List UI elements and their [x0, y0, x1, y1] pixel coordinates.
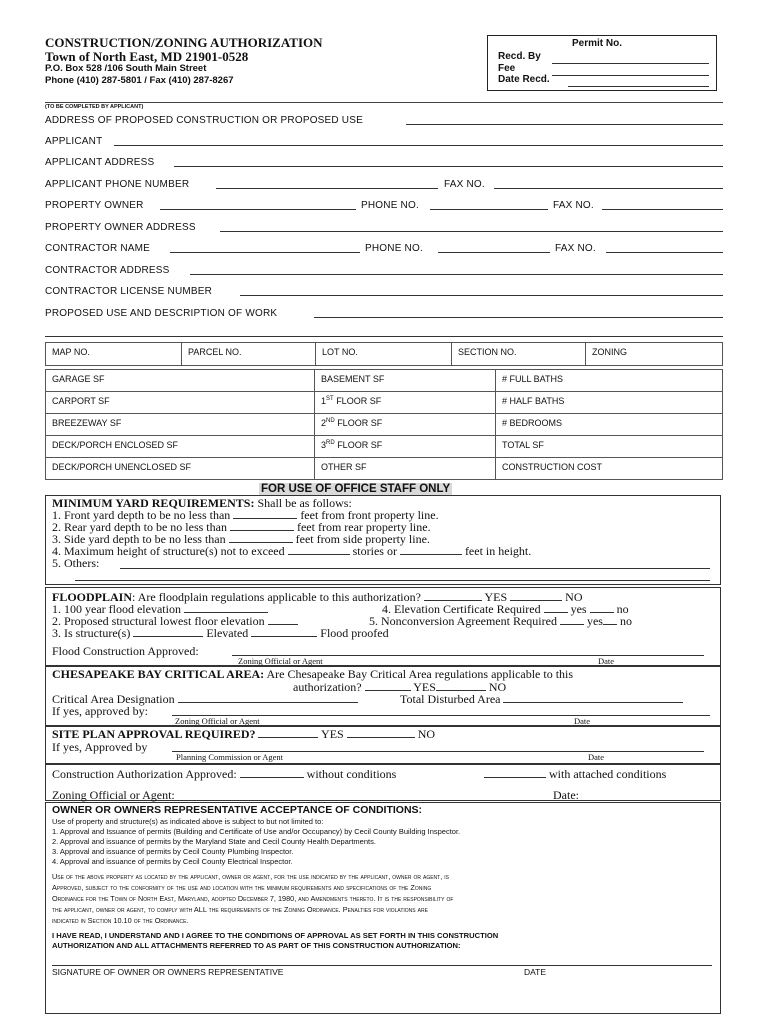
- yard-front-suffix: feet from front property line.: [300, 508, 439, 522]
- zoning-cell[interactable]: ZONING: [586, 343, 723, 366]
- owner-para-line1: Use of the above property as located by the applicant, owner or agent, for the use indicated by the applicant, owner or agent, is: [52, 872, 450, 881]
- applicant-fax-label: FAX NO.: [444, 179, 485, 190]
- elevated-label: Elevated: [206, 626, 249, 640]
- others-field[interactable]: [120, 568, 710, 569]
- cbca-approved-by-label: If yes, approved by:: [52, 704, 148, 718]
- map-table: [45, 342, 723, 366]
- lowest-floor-label: 2. Proposed structural lowest floor elevation: [52, 614, 265, 628]
- yard-rear-label: 2. Rear yard depth to be no less than: [52, 520, 227, 534]
- applicant-phone-label: APPLICANT PHONE NUMBER: [45, 179, 190, 190]
- applicant-label: APPLICANT: [45, 136, 103, 147]
- height-feet-field[interactable]: [400, 544, 462, 555]
- lot-no-cell[interactable]: LOT NO.: [316, 343, 452, 366]
- applicant-address-label: APPLICANT ADDRESS: [45, 157, 155, 168]
- total-sf-cell[interactable]: TOTAL SF: [496, 436, 723, 458]
- contractor-address-field[interactable]: [190, 274, 723, 275]
- owner-phone-label: PHONE NO.: [361, 200, 419, 211]
- proposed-use-field[interactable]: [314, 317, 723, 318]
- site-plan-title: SITE PLAN APPROVAL REQUIRED?: [52, 727, 256, 741]
- owner-phone-field[interactable]: [430, 209, 548, 210]
- without-conditions-label: without conditions: [306, 767, 397, 781]
- applicant-address-field[interactable]: [174, 166, 723, 167]
- yard-intro: Shall be as follows:: [254, 496, 352, 510]
- breezeway-sf-cell[interactable]: BREEZEWAY SF: [46, 414, 315, 436]
- flood-elevation-field[interactable]: [184, 602, 268, 613]
- owner-intro: Use of property and structure(s) as indicated above is subject to but not limited to:: [52, 817, 324, 826]
- with-conditions-label: with attached conditions: [549, 767, 667, 781]
- second-floor-sf-cell[interactable]: 2ND FLOOR SF: [315, 414, 496, 436]
- deck-unenclosed-sf-cell[interactable]: DECK/PORCH UNENCLOSED SF: [46, 458, 315, 480]
- permit-box: [487, 35, 717, 91]
- yard-rear-suffix: feet from rear property line.: [296, 520, 431, 534]
- owner-item-2: 2. Approval and issuance of permits by the Maryland State and Cecil County Health Departments.: [52, 837, 376, 846]
- applicant-field[interactable]: [114, 145, 723, 146]
- side-yard-field[interactable]: [229, 532, 293, 543]
- property-owner-field[interactable]: [160, 209, 356, 210]
- nonconversion-no-field[interactable]: [603, 614, 617, 625]
- yard-others-label: 5. Others:: [52, 556, 100, 570]
- elev-cert-yes: yes: [570, 602, 587, 616]
- date-recd-label: Date Recd.: [498, 74, 550, 85]
- total-disturbed-line: [400, 692, 683, 707]
- address-proposed-field[interactable]: [406, 124, 723, 125]
- elev-cert-yes-field[interactable]: [544, 602, 568, 613]
- flood-no-field[interactable]: [510, 590, 562, 601]
- flood-official-caption: Zoning Official or Agent: [238, 656, 323, 666]
- elev-cert-label: 4. Elevation Certificate Required: [382, 602, 541, 616]
- nonconversion-line: [369, 614, 632, 629]
- site-plan-date-caption: Date: [588, 752, 605, 762]
- form-title: CONSTRUCTION/ZONING AUTHORIZATION: [45, 35, 323, 50]
- owner-fax-label: FAX NO.: [553, 200, 594, 211]
- owner-para-line4: the applicant, owner or agent, to comply with ALL the requirements of the Zoning Ordinance. Penalties for violations are: [52, 905, 428, 914]
- total-disturbed-field[interactable]: [503, 692, 683, 703]
- ordinal-suffix: ND: [326, 418, 335, 424]
- critical-designation-field[interactable]: [178, 692, 358, 703]
- carport-sf-cell[interactable]: CARPORT SF: [46, 392, 315, 414]
- first-floor-sf-cell[interactable]: [315, 392, 496, 414]
- without-conditions-field[interactable]: [240, 767, 304, 778]
- site-plan-yes: YES: [321, 727, 344, 741]
- elevated-field[interactable]: [133, 626, 203, 637]
- total-disturbed-label: Total Disturbed Area: [400, 692, 501, 706]
- phone-fax: Phone (410) 287-5801 / Fax (410) 287-8267: [45, 75, 234, 86]
- recd-by-field[interactable]: [552, 63, 709, 64]
- garage-sf-cell[interactable]: GARAGE SF: [46, 370, 315, 392]
- nonconversion-no: no: [619, 614, 632, 628]
- nonconversion-yes-field[interactable]: [560, 614, 584, 625]
- site-plan-yes-field[interactable]: [258, 727, 318, 738]
- basement-sf-cell[interactable]: BASEMENT SF: [315, 370, 496, 392]
- agreement-line1: I HAVE READ, I UNDERSTAND AND I AGREE TO THE CONDITIONS OF APPROVAL AS SET FORTH IN THIS CONSTRUCTION: [52, 931, 499, 940]
- owner-para-line5: indicated in Section 10.10 of the Ordinance.: [52, 916, 189, 925]
- contractor-fax-label: FAX NO.: [555, 243, 596, 254]
- cbca-title: CHESAPEAKE BAY CRITICAL AREA:: [52, 667, 265, 681]
- cbca-official-caption: Zoning Official or Agent: [175, 716, 260, 726]
- first-floor-label: 1ST FLOOR SF: [321, 396, 382, 406]
- property-owner-address-label: PROPERTY OWNER ADDRESS: [45, 222, 196, 233]
- proposed-use-field-line2[interactable]: [45, 336, 723, 337]
- construction-approved-line: [52, 767, 396, 782]
- cbca-yes-field[interactable]: [365, 680, 411, 691]
- recd-by-label: Recd. By: [498, 51, 541, 62]
- yard-title: MINIMUM YARD REQUIREMENTS:: [52, 496, 255, 510]
- owner-para-line3: Ordinance for the Town of North East, Maryland, adopted December 7, 1980, and Amendments thereto. It is the responsibility of: [52, 894, 454, 903]
- other-sf-cell[interactable]: OTHER SF: [315, 458, 496, 480]
- address-proposed-label: ADDRESS OF PROPOSED CONSTRUCTION OR PROPOSED USE: [45, 115, 363, 126]
- third-floor-sf-cell[interactable]: 3RD FLOOR SF: [315, 436, 496, 458]
- contractor-phone-field[interactable]: [438, 252, 550, 253]
- owner-heading: OWNER OR OWNERS REPRESENTATIVE ACCEPTANCE OF CONDITIONS:: [52, 804, 423, 816]
- stories-field[interactable]: [288, 544, 350, 555]
- yard-side-label: 3. Side yard depth to be no less than: [52, 532, 226, 546]
- town-name: Town of North East, MD 21901-0528: [45, 49, 249, 64]
- contractor-name-label: CONTRACTOR NAME: [45, 243, 151, 254]
- flood-question: : Are floodplain regulations applicable to this authorization?: [132, 590, 421, 604]
- parcel-no-cell[interactable]: PARCEL NO.: [182, 343, 316, 366]
- divider: [45, 102, 723, 103]
- yard-height-label: 4. Maximum height of structure(s) not to exceed: [52, 544, 285, 558]
- owner-item-4: 4. Approval and issuance of permits by Cecil County Electrical Inspector.: [52, 857, 293, 866]
- yard-side-suffix: feet from side property line.: [295, 532, 430, 546]
- structure-line: [52, 626, 389, 641]
- feet-in-height: feet in height.: [464, 544, 532, 558]
- half-baths-cell[interactable]: # HALF BATHS: [496, 392, 723, 414]
- others-field-line2[interactable]: [75, 580, 710, 581]
- contractor-license-field[interactable]: [240, 295, 723, 296]
- nonconversion-yes: yes: [586, 614, 603, 628]
- yard-height-line: [52, 544, 531, 559]
- elev-cert-no: no: [616, 602, 629, 616]
- bedrooms-cell[interactable]: # BEDROOMS: [496, 414, 723, 436]
- owner-item-1: 1. Approval and Issuance of permits (Building and Certificate of Use and/or Occupancy) by Cecil County Building Inspector.: [52, 827, 461, 836]
- date-recd-field[interactable]: [568, 86, 709, 87]
- critical-designation-label: Critical Area Designation: [52, 692, 175, 706]
- property-owner-label: PROPERTY OWNER: [45, 200, 144, 211]
- front-yard-field[interactable]: [233, 508, 297, 519]
- sf-table: [45, 369, 723, 480]
- applicant-fax-field[interactable]: [494, 188, 723, 189]
- elev-cert-no-field[interactable]: [590, 602, 614, 613]
- cbca-no-field[interactable]: [436, 680, 486, 691]
- planning-commission-caption: Planning Commission or Agent: [176, 752, 283, 762]
- signature-date-caption: DATE: [524, 967, 547, 977]
- contractor-fax-field[interactable]: [606, 252, 723, 253]
- applicant-note: (TO BE COMPLETED BY APPLICANT): [45, 104, 144, 110]
- owner-para-line2: Approved, subject to the conformity of the use and location with the minimum requirements and specifications of the Zoning: [52, 883, 432, 892]
- fee-label: Fee: [498, 63, 516, 74]
- cbca-no: NO: [488, 680, 507, 694]
- rear-yard-field[interactable]: [230, 520, 294, 531]
- official-agent-sign-label: Zoning Official or Agent:: [52, 788, 175, 802]
- full-baths-cell[interactable]: # FULL BATHS: [496, 370, 723, 392]
- owner-fax-field[interactable]: [602, 209, 723, 210]
- flood-title: FLOODPLAIN: [52, 590, 133, 604]
- official-date-label: Date:: [553, 788, 579, 802]
- office-staff-heading: FOR USE OF OFFICE STAFF ONLY: [261, 483, 451, 495]
- flood-proofed-field[interactable]: [251, 626, 317, 637]
- fee-field[interactable]: [552, 75, 709, 76]
- nonconversion-label: 5. Nonconversion Agreement Required: [369, 614, 557, 628]
- deck-enclosed-sf-cell[interactable]: DECK/PORCH ENCLOSED SF: [46, 436, 315, 458]
- with-conditions-field[interactable]: [484, 767, 546, 778]
- map-no-cell[interactable]: MAP NO.: [46, 343, 182, 366]
- construction-approved-label: Construction Authorization Approved:: [52, 767, 237, 781]
- construction-cost-cell[interactable]: CONSTRUCTION COST: [496, 458, 723, 480]
- ordinal-suffix: RD: [326, 440, 335, 446]
- agreement-line2: AUTHORIZATION AND ALL ATTACHMENTS REFERRED TO AS PART OF THIS CONSTRUCTION AUTHORIZATION:: [52, 941, 461, 950]
- site-plan-no-field[interactable]: [347, 727, 415, 738]
- applicant-phone-field[interactable]: [216, 188, 438, 189]
- flood-yes-field[interactable]: [424, 590, 482, 601]
- signature-caption: SIGNATURE OF OWNER OR OWNERS REPRESENTATIVE: [52, 967, 284, 977]
- cbca-date-caption: Date: [574, 716, 591, 726]
- signature-field[interactable]: [52, 965, 712, 966]
- structure-label: 3. Is structure(s): [52, 626, 131, 640]
- section-no-cell[interactable]: SECTION NO.: [452, 343, 586, 366]
- flood-no: NO: [565, 590, 583, 604]
- cbca-yes: YES: [413, 680, 436, 694]
- flood-approved-label: Flood Construction Approved:: [52, 644, 199, 658]
- site-plan-approved-by-label: If yes, Approved by: [52, 740, 148, 754]
- lowest-floor-field[interactable]: [268, 614, 298, 625]
- flood-date-caption: Date: [598, 656, 615, 666]
- contractor-address-label: CONTRACTOR ADDRESS: [45, 265, 170, 276]
- flood-yes: YES: [484, 590, 508, 604]
- site-plan-no: NO: [417, 727, 436, 741]
- flood-proofed-label: Flood proofed: [320, 626, 389, 640]
- cbca-authorization: authorization?: [293, 680, 362, 694]
- stories-or: stories or: [352, 544, 397, 558]
- ordinal-suffix: ST: [326, 396, 334, 402]
- flood-elevation-label: 1. 100 year flood elevation: [52, 602, 181, 616]
- contractor-name-field[interactable]: [170, 252, 360, 253]
- property-owner-address-field[interactable]: [220, 231, 723, 232]
- contractor-phone-label: PHONE NO.: [365, 243, 423, 254]
- contractor-license-label: CONTRACTOR LICENSE NUMBER: [45, 286, 213, 297]
- proposed-use-label: PROPOSED USE AND DESCRIPTION OF WORK: [45, 308, 278, 319]
- with-conditions-line: [484, 767, 666, 782]
- permit-no-label: Permit No.: [572, 38, 623, 49]
- yard-front-label: 1. Front yard depth to be no less than: [52, 508, 231, 522]
- owner-item-3: 3. Approval and issuance of permits by Cecil County Plumbing Inspector.: [52, 847, 294, 856]
- cbca-question: Are Chesapeake Bay Critical Area regulations applicable to this: [264, 667, 574, 681]
- mailing-address: P.O. Box 528 /106 South Main Street: [45, 63, 207, 74]
